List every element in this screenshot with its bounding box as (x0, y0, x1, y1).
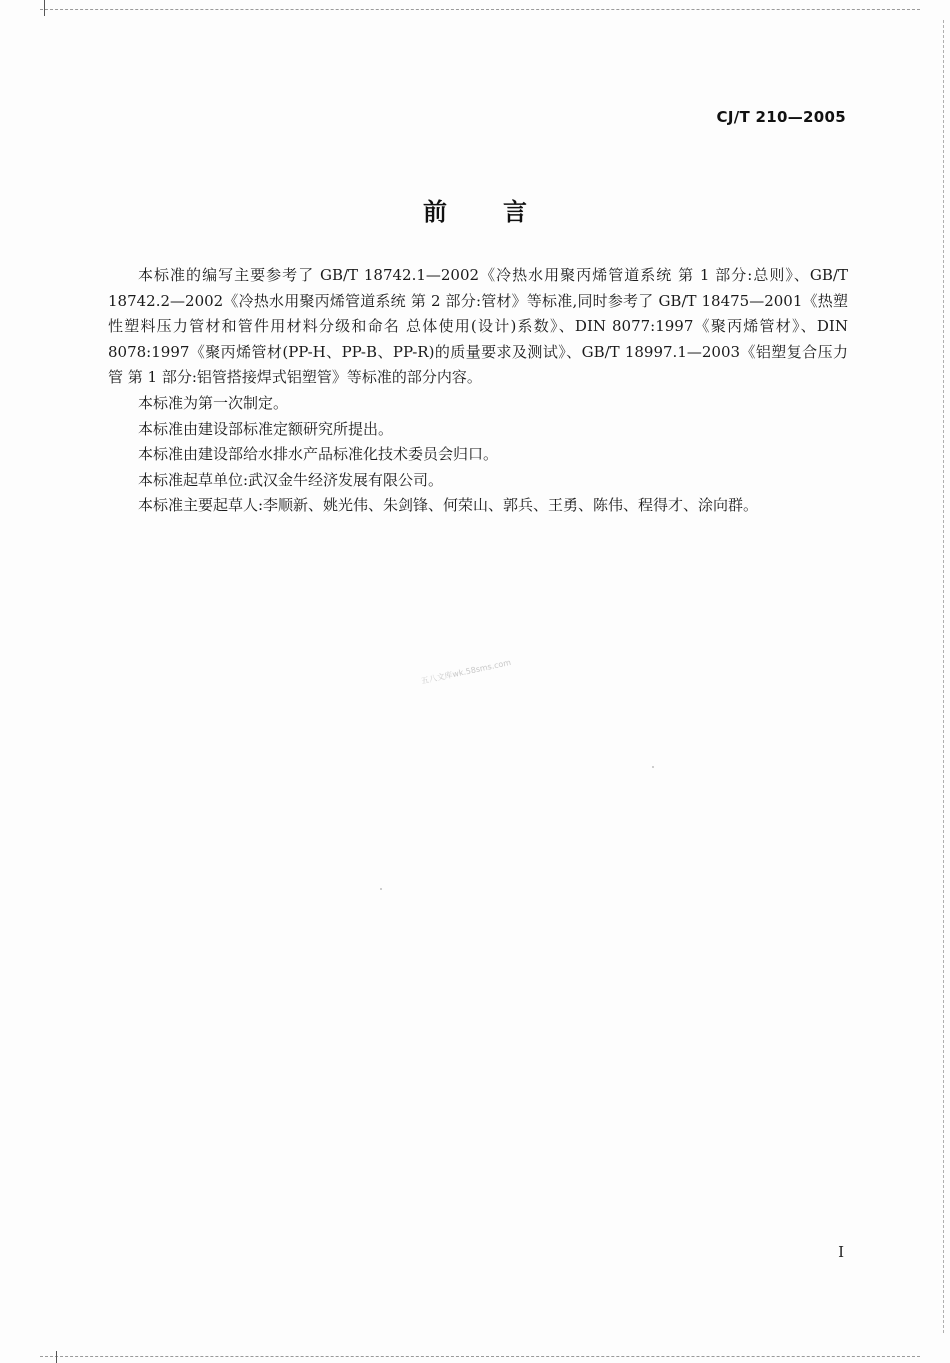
page-number: I (838, 1243, 844, 1261)
page-title: 前言 (423, 198, 583, 226)
scan-edge-bottom (40, 1356, 920, 1357)
scan-edge-top (40, 9, 920, 10)
crop-mark-top-left (44, 0, 45, 16)
crop-mark-bottom-left (56, 1351, 57, 1363)
paragraph-first-edition: 本标准为第一次制定。 (138, 393, 289, 412)
scan-speck (380, 888, 382, 890)
paragraph-references: 本标准的编写主要参考了 GB/T 18742.1—2002《冷热水用聚丙烯管道系统 第 1 部分:总则》、GB/T 18742.2—2002《冷热水用聚丙烯管道系统 第 2 部分:管材》等标准,同时参考了 GB/T 18475—2001《热塑性塑料压力管材和管件用材料分级和命名 总体使用(设计)系数》、DIN 8077:1997《聚丙烯管材》、DIN 8078:1997《聚丙烯管材(PP-H、PP-B、PP-R)的质量要求及测试》、GB/T 18997.1—2003《铝塑复合压力管 第 1 部分:铝管搭接焊式铝塑管》等标准的部分内容。 (108, 266, 848, 387)
paragraph-proposer: 本标准由建设部标准定额研究所提出。 (138, 419, 394, 438)
watermark-text: 五八文库wk.58sms.com (420, 657, 512, 686)
scan-speck (652, 766, 654, 768)
paragraph-drafting-unit: 本标准起草单位:武汉金牛经济发展有限公司。 (138, 470, 444, 489)
paragraph-jurisdiction: 本标准由建设部给水排水产品标准化技术委员会归口。 (138, 445, 499, 464)
standard-number: CJ/T 210—2005 (716, 108, 846, 126)
paragraph-drafters: 本标准主要起草人:李顺新、姚光伟、朱剑锋、何荣山、郭兵、王勇、陈伟、程得才、涂向群。 (138, 496, 759, 515)
foreword-body (108, 263, 848, 519)
